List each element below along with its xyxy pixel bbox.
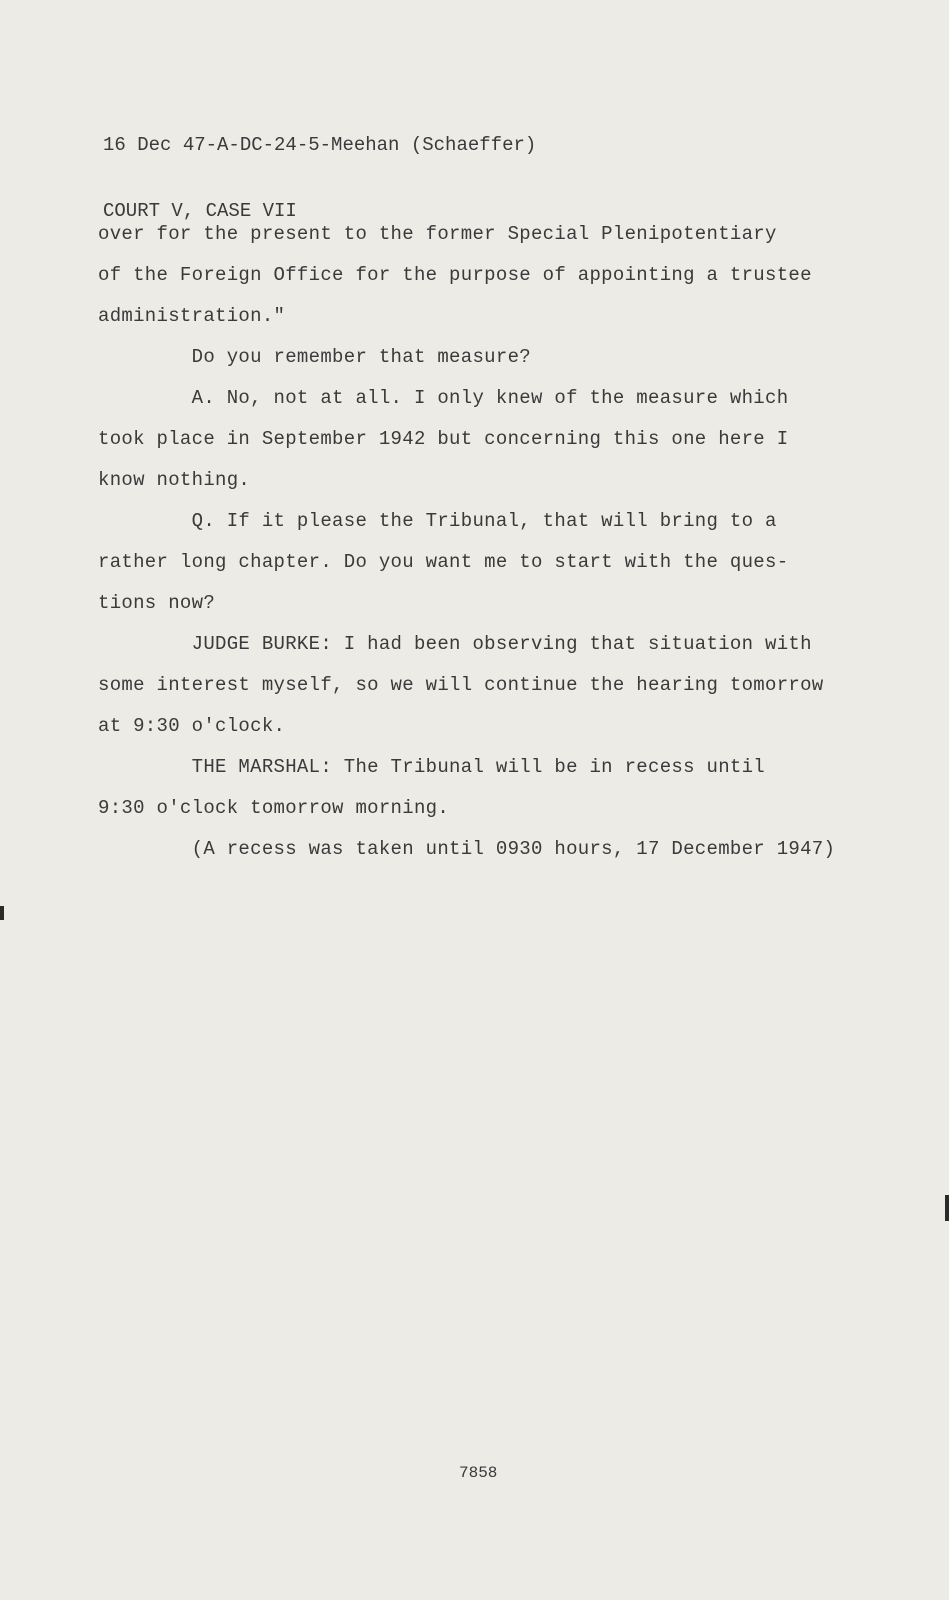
transcript-line: rather long chapter. Do you want me to start with the ques- (98, 551, 789, 573)
page-number: 7858 (459, 1464, 498, 1482)
transcript-line: 9:30 o'clock tomorrow morning. (98, 797, 450, 819)
transcript-line: know nothing. (98, 469, 251, 491)
transcript-line: Q. If it please the Tribunal, that will bring to a (98, 510, 777, 532)
header-line-2: COURT V, CASE VII (103, 200, 297, 222)
transcript-line: some interest myself, so we will continue the hearing tomorrow (98, 674, 824, 696)
scan-edge-mark (945, 1195, 949, 1221)
transcript-line: Do you remember that measure? (98, 346, 531, 368)
transcript-line: took place in September 1942 but concerning this one here I (98, 428, 789, 450)
transcript-line: THE MARSHAL: The Tribunal will be in recess until (98, 756, 766, 778)
scan-edge-mark (0, 906, 4, 920)
transcript-line: administration." (98, 305, 286, 327)
transcript-line: (A recess was taken until 0930 hours, 17 December 1947) (98, 838, 836, 860)
transcript-line: tions now? (98, 592, 216, 614)
transcript-line: over for the present to the former Special Plenipotentiary (98, 223, 777, 245)
transcript-line: JUDGE BURKE: I had been observing that situation with (98, 633, 812, 655)
transcript-line: of the Foreign Office for the purpose of appointing a trustee (98, 264, 812, 286)
transcript-line: A. No, not at all. I only knew of the measure which (98, 387, 789, 409)
transcript-line: at 9:30 o'clock. (98, 715, 286, 737)
transcript-body (98, 214, 878, 870)
header-line-1: 16 Dec 47-A-DC-24-5-Meehan (Schaeffer) (103, 134, 537, 156)
